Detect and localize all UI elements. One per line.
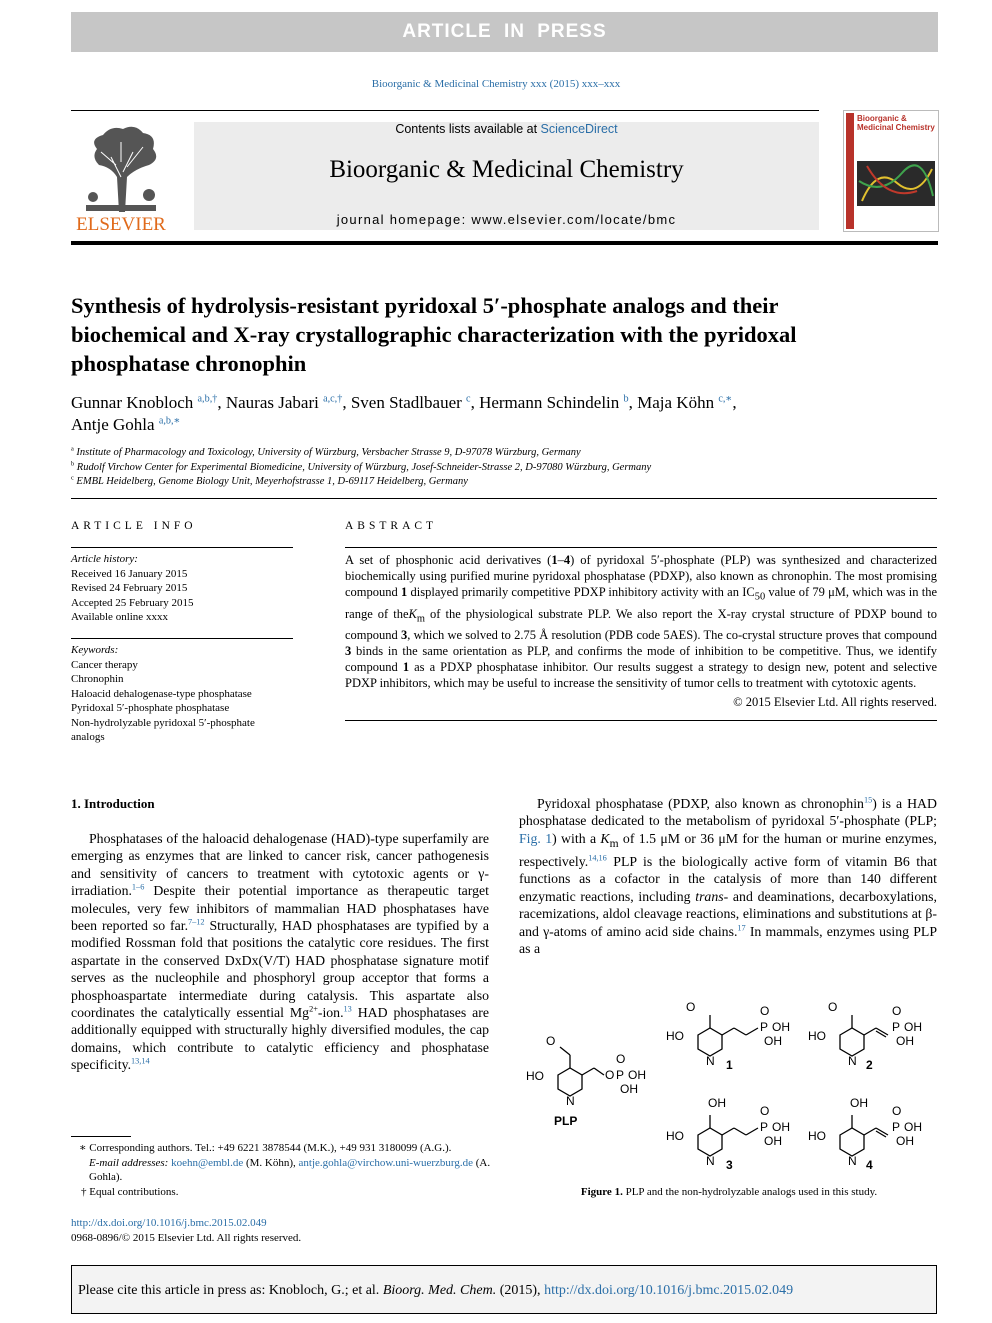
article-title: Synthesis of hydrolysis-resistant pyridoxal 5′-phosphate analogs and their biochemical and X-ray crystallographic characterization with the pyridoxal phosphatase chronophin <box>71 293 797 376</box>
affiliation-line: $^c$ EMBL Heidelberg, Genome Biology Unit, Meyerhofstrasse 1, D-69117 Heidelberg, Germany <box>71 474 468 487</box>
svg-text:O: O <box>760 1104 770 1118</box>
svg-text:N: N <box>566 1094 575 1108</box>
email-link-kohn[interactable]: koehn@embl.de <box>171 1156 244 1169</box>
svg-text:OH: OH <box>620 1082 638 1096</box>
journal-cover-thumbnail[interactable] <box>843 110 939 232</box>
article-info-heading: ARTICLE INFO <box>71 520 197 532</box>
figure-1-link[interactable]: Fig. 1 <box>519 830 553 846</box>
doi-link[interactable]: http://dx.doi.org/10.1016/j.bmc.2015.02.049 <box>71 1217 267 1229</box>
svg-text:P: P <box>760 1020 769 1034</box>
svg-text:O: O <box>828 1000 838 1014</box>
ref-link[interactable]: 13 <box>343 1004 352 1014</box>
elsevier-wordmark: ELSEVIER <box>76 214 166 235</box>
sciencedirect-link[interactable]: ScienceDirect <box>540 122 618 136</box>
label-1: 1 <box>726 1058 733 1072</box>
author-name[interactable]: Antje Gohla <box>71 415 155 434</box>
article-in-press-banner: ARTICLE IN PRESS <box>71 12 938 52</box>
svg-text:O: O <box>892 1004 902 1018</box>
svg-text:N: N <box>706 1054 715 1068</box>
structure-3 <box>666 1096 790 1172</box>
svg-text:OH: OH <box>628 1068 646 1082</box>
cover-spine <box>846 113 854 229</box>
keywords-rule <box>71 638 293 639</box>
header-rule <box>71 110 819 111</box>
svg-text:P: P <box>616 1068 625 1082</box>
svg-text:P: P <box>892 1120 901 1134</box>
svg-text:HO: HO <box>808 1029 826 1043</box>
footnote-rule <box>71 1136 131 1137</box>
svg-text:HO: HO <box>666 1129 684 1143</box>
email-link-gohla[interactable]: antje.gohla@virchow.uni-wuerzburg.de <box>298 1156 474 1169</box>
citation-box: Please cite this article in press as: Knobloch, G.; et al. Bioorg. Med. Chem. (2015), http://dx.doi.org/10.1016/j.bmc.2015.02.049 <box>71 1265 937 1314</box>
article-history <box>71 552 293 625</box>
svg-text:N: N <box>848 1154 857 1168</box>
ref-link[interactable]: 15 <box>863 795 873 805</box>
author-name[interactable]: Maja Köhn <box>637 393 715 412</box>
abstract-rule <box>345 547 937 548</box>
structure-plp <box>526 1034 646 1128</box>
author-name[interactable]: Nauras Jabari <box>225 393 319 412</box>
structure-2 <box>808 1000 922 1072</box>
author-affiliation-marks[interactable]: a,b,† <box>197 393 218 405</box>
keyword-item: Chronophin <box>71 673 124 685</box>
ref-link[interactable]: 1–6 <box>131 882 145 892</box>
svg-text:OH: OH <box>772 1020 790 1034</box>
history-item: Revised 24 February 2015 <box>71 582 188 594</box>
author-affiliation-marks[interactable]: a,b,∗ <box>158 415 181 427</box>
header-thick-rule <box>71 241 938 245</box>
label-2: 2 <box>866 1058 873 1072</box>
citation-doi-link[interactable]: http://dx.doi.org/10.1016/j.bmc.2015.02.049 <box>544 1283 794 1298</box>
abstract-text: A set of phosphonic acid derivatives (1–4) of pyridoxal 5′-phosphate (PLP) was synthesized and characterized biochemically using purified murine pyridoxal phosphatase (PDXP), also known as chronophin. The most promising compound 1 displayed primarily competitive PDXP inhibitory activity with an $IC_{50}$ value of 79 μM, which was in the range of theK$_m$ of the physiological substrate PLP. We also report the X-ray crystal structure of PDXP bound to compound 3, which we solved to 2.75 Å resolution (PDB code 5AES). The co-crystal structure proves that compound 3 binds in the same orientation as PLP, and confirms the mode of inhibition to be competitive. Thus, we identify compound 1 as a PDXP phosphatase inhibitor. Our results suggest a strategy to design new, potent and selective PDXP inhibitors, which may be useful to increase the sensitivity of tumor cells to treatment with cytotoxic agents. <box>345 553 938 690</box>
svg-text:O: O <box>605 1068 615 1082</box>
svg-text:OH: OH <box>764 1134 782 1148</box>
svg-text:O: O <box>892 1104 902 1118</box>
svg-text:O: O <box>546 1034 556 1048</box>
figure-1-structures <box>520 995 938 1175</box>
abstract-copyright: © 2015 Elsevier Ltd. All rights reserved. <box>733 695 937 709</box>
svg-text:HO: HO <box>808 1129 826 1143</box>
keyword-item: Pyridoxal 5′-phosphate phosphatase <box>71 702 230 714</box>
abstract-bottom-rule <box>345 720 937 721</box>
svg-text:OH: OH <box>764 1034 782 1048</box>
keyword-item: Haloacid dehalogenase-type phosphatase <box>71 687 252 700</box>
journal-title: Bioorganic & Medicinal Chemistry <box>329 156 684 183</box>
svg-text:OH: OH <box>904 1020 922 1034</box>
affiliation-line: $^b$ Rudolf Virchow Center for Experimental Biomedicine, University of Würzburg, Josef-Schneider-Strasse 2, D-97080 Würzburg, Germany <box>71 460 652 473</box>
author-name[interactable]: Hermann Schindelin <box>479 393 620 412</box>
structure-1 <box>666 1000 790 1072</box>
svg-text:N: N <box>848 1054 857 1068</box>
svg-text:P: P <box>760 1120 769 1134</box>
keyword-item: Cancer therapy <box>71 658 138 671</box>
svg-text:OH: OH <box>772 1120 790 1134</box>
svg-text:OH: OH <box>904 1120 922 1134</box>
history-item: Accepted 25 February 2015 <box>71 596 194 609</box>
keyword-item: Non-hydrolyzable pyridoxal 5′-phosphate <box>71 716 255 729</box>
svg-text:N: N <box>706 1154 715 1168</box>
history-item: Available online xxxx <box>71 611 168 623</box>
label-4: 4 <box>866 1158 873 1172</box>
author-affiliation-marks[interactable]: b <box>623 393 629 405</box>
affiliation-line: $^a$ Institute of Pharmacology and Toxicology, University of Würzburg, Versbacher Strasse 9, D-97078 Würzburg, Germany <box>71 445 581 458</box>
history-item: Received 16 January 2015 <box>71 567 188 580</box>
doi-block <box>71 1216 491 1245</box>
svg-text:O: O <box>686 1000 696 1014</box>
contents-line <box>194 122 819 136</box>
elsevier-tree-logo-icon[interactable] <box>71 117 171 237</box>
ref-link[interactable]: 7–12 <box>188 917 205 927</box>
svg-text:HO: HO <box>526 1069 544 1083</box>
contents-prefix: Contents lists available at <box>395 122 541 136</box>
right-column-paragraph: Pyridoxal phosphatase (PDXP, also known as chronophin$^{15}$) is a HAD phosphatase dedicated to the metabolism of pyridoxal 5′-phosphate (PLP; Fig. 1) with a $K_m$ of 1.5 μM or 36 μM for the human or murine enzymes, respectively.$^{14,16}$ PLP is the biologically active form of vitamin B6 that functions as a cofactor in the catalysis of more than 140 different enzymatic reactions, including trans- and deaminations, decarboxylations, racemizations, aldol cleavage reactions, eliminations and substitutions at β- and γ-atoms of amino acid side chains.$^{17}$ In mammals, enzymes using PLP as a <box>519 795 938 956</box>
journal-homepage[interactable]: journal homepage: www.elsevier.com/locate/bmc <box>336 212 677 227</box>
ref-link[interactable]: 17 <box>737 923 746 932</box>
issn-line: 0968-0896/© 2015 Elsevier Ltd. All rights reserved. <box>71 1231 302 1244</box>
svg-text:OH: OH <box>708 1096 726 1110</box>
affiliations <box>71 446 931 490</box>
label-3: 3 <box>726 1158 733 1172</box>
label-plp: PLP <box>554 1114 578 1128</box>
author-affiliation-marks[interactable]: a,c,† <box>323 393 343 405</box>
cover-title: Bioorganic & Medicinal Chemistry <box>857 114 935 132</box>
history-label: Article history: <box>71 553 138 565</box>
svg-text:OH: OH <box>896 1134 914 1148</box>
svg-text:OH: OH <box>850 1096 868 1110</box>
footnotes: ∗ Corresponding authors. Tel.: +49 6221 3878544 (M.K.), +49 931 3180099 (A.G.). E-mail addresses: koehn@embl.de (M. Köhn), antje.gohla@virchow.uni-wuerzburg.de (A. Gohla). † Equal contributions. <box>79 1142 491 1198</box>
keywords-label: Keywords: <box>71 644 119 656</box>
structure-4 <box>808 1096 922 1172</box>
keyword-item: analogs <box>71 731 105 743</box>
author-list: Gunnar Knobloch $^{a,b,\dagger}$, Nauras Jabari $^{a,c,\dagger}$, Sven Stadlbauer $^c$, Hermann Schindelin $^b$, Maja Köhn $^{c,∗}$, Antje Gohla $^{a,b,∗}$ <box>71 393 737 434</box>
svg-text:OH: OH <box>896 1034 914 1048</box>
figure-1-caption: Figure 1. PLP and the non-hydrolyzable analogs used in this study. <box>580 1186 878 1198</box>
affiliation-rule <box>71 498 937 499</box>
svg-text:O: O <box>760 1004 770 1018</box>
svg-text:HO: HO <box>666 1029 684 1043</box>
author-affiliation-marks[interactable]: c <box>466 393 471 405</box>
abstract-heading: ABSTRACT <box>345 520 438 532</box>
ref-link[interactable]: 14,16 <box>588 853 607 863</box>
intro-paragraph: Phosphatases of the haloacid dehalogenase (HAD)-type superfamily are emerging as enzymes that are linked to cancer risk, cancer pathogenesis and sensitivity of cancers to treatment with cytotoxic agents or γ-irradiation.$^{1-6}$ Despite their potential importance as therapeutic target molecules, very few inhibitors of mammalian HAD phosphatases have been reported so far.$^{7-12}$ Structurally, HAD phosphatases are typified by a modified Rossman fold that positions the catalytic core residues. The first aspartate in the conserved DxDx(V/T) HAD phosphatase signature motif serves as the nucleophile and phosphoryl group acceptor that forms a phosphoaspartate intermediate during catalysis. This aspartate also coordinates the catalytically essential $Mg^{2+}-ion.^{13}$ HAD phosphatases are additionally equipped with structurally highly diversified modules, the cap domains, which contribute to catalytic efficiency and phosphatase specificity.$^{13,14}$ <box>71 831 489 1073</box>
section-heading-introduction: 1. Introduction <box>71 796 155 811</box>
keywords-block <box>71 643 293 745</box>
author-affiliation-marks[interactable]: c,∗ <box>718 393 733 405</box>
cover-image <box>857 161 935 206</box>
author-name[interactable]: Gunnar Knobloch <box>71 393 194 412</box>
article-info-rule <box>71 547 293 548</box>
ref-link[interactable]: 13,14 <box>131 1056 150 1066</box>
svg-text:P: P <box>892 1020 901 1034</box>
author-name[interactable]: Sven Stadlbauer <box>350 393 462 412</box>
journal-reference[interactable]: Bioorganic & Medicinal Chemistry xxx (2015) xxx–xxx <box>371 78 621 90</box>
svg-text:O: O <box>616 1052 626 1066</box>
